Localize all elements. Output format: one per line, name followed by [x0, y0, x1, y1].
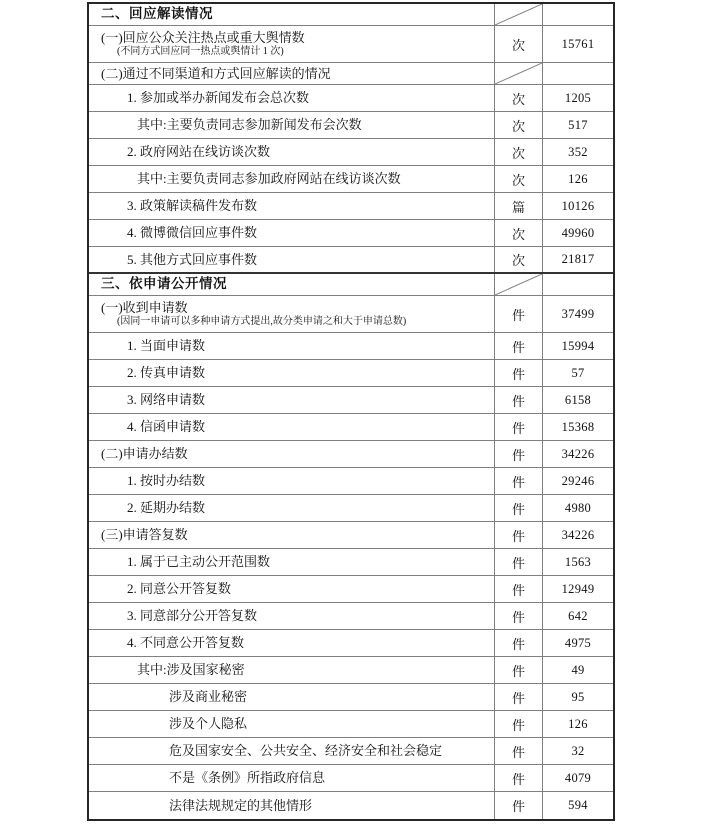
row-label-cell — [89, 603, 495, 629]
value-cell: 4079 — [564, 770, 592, 785]
unit-cell: 件 — [495, 333, 543, 359]
row-label-note: (不同方式回应同一热点或舆情计 1 次) — [117, 46, 284, 58]
unit-cell: 件 — [495, 684, 543, 710]
diagonal-slash-icon — [495, 63, 542, 84]
table-row — [89, 85, 613, 112]
table-row — [89, 711, 613, 738]
value-cell: 34226 — [561, 527, 595, 542]
row-label: (一)收到申请数 — [101, 299, 188, 315]
row-label-cell — [89, 63, 495, 84]
unit-cell: 件 — [495, 296, 543, 332]
unit-cell: 次 — [495, 26, 543, 62]
table-row — [89, 576, 613, 603]
value-cell: 1205 — [564, 90, 592, 105]
table-row — [89, 387, 613, 414]
row-label: 2. 传真申请数 — [127, 365, 206, 381]
row-label-cell — [89, 468, 495, 494]
row-label: (一)回应公众关注热点或重大舆情数 — [101, 29, 305, 45]
unit-cell — [495, 274, 543, 295]
value-cell: 126 — [568, 716, 588, 731]
row-label-cell — [89, 441, 495, 467]
row-label-cell — [89, 247, 495, 272]
value-cell: 37499 — [561, 306, 595, 321]
row-label-cell — [89, 360, 495, 386]
row-label: (三)申请答复数 — [101, 527, 188, 543]
table-row — [89, 112, 613, 139]
row-label: 3. 同意部分公开答复数 — [127, 608, 258, 624]
table-row — [89, 296, 613, 333]
value-cell: 29246 — [561, 473, 595, 488]
value-cell: 32 — [571, 743, 585, 758]
row-label: 1. 当面申请数 — [127, 338, 206, 354]
unit-cell: 件 — [495, 522, 543, 548]
unit-cell: 件 — [495, 414, 543, 440]
table-row — [89, 684, 613, 711]
table-row — [89, 765, 613, 792]
unit-cell: 件 — [495, 495, 543, 521]
row-label: (二)申请办结数 — [101, 446, 188, 462]
value-cell: 15368 — [561, 419, 595, 434]
unit-cell: 件 — [495, 603, 543, 629]
row-label: 1. 按时办结数 — [127, 473, 206, 489]
row-label-cell — [89, 792, 495, 819]
value-cell — [543, 63, 613, 84]
section-title: 二、回应解读情况 — [101, 6, 213, 22]
row-label-cell — [89, 139, 495, 165]
diagonal-slash-icon — [495, 274, 542, 295]
value-cell: 352 — [568, 144, 588, 159]
row-label: 3. 政策解读稿件发布数 — [127, 198, 258, 214]
row-label: 2. 延期办结数 — [127, 500, 206, 516]
unit-cell: 次 — [495, 247, 543, 272]
table-row — [89, 139, 613, 166]
value-cell: 95 — [571, 689, 585, 704]
unit-cell: 次 — [495, 85, 543, 111]
unit-cell: 件 — [495, 549, 543, 575]
row-label-cell — [89, 711, 495, 737]
row-label-cell — [89, 765, 495, 791]
table-row — [89, 220, 613, 247]
unit-cell: 件 — [495, 630, 543, 656]
row-label-cell — [89, 166, 495, 192]
table-row — [89, 274, 613, 296]
value-cell: 594 — [568, 798, 588, 812]
table-row — [89, 603, 613, 630]
row-label: 危及国家安全、公共安全、经济安全和社会稳定 — [169, 743, 443, 759]
row-label-cell — [89, 26, 495, 62]
table-row — [89, 468, 613, 495]
row-label-cell — [89, 576, 495, 602]
row-label-cell — [89, 112, 495, 138]
row-label: 1. 属于已主动公开范围数 — [127, 554, 271, 570]
value-cell: 1563 — [564, 554, 592, 569]
table-row — [89, 193, 613, 220]
row-label: 其中:涉及国家秘密 — [137, 662, 245, 678]
table-row — [89, 792, 613, 819]
value-cell — [543, 274, 613, 295]
row-label: 其中:主要负责同志参加新闻发布会次数 — [137, 117, 362, 133]
table-row — [89, 414, 613, 441]
row-label-cell — [89, 630, 495, 656]
value-cell: 126 — [568, 171, 588, 186]
row-label: 涉及个人隐私 — [169, 716, 248, 732]
value-cell: 15994 — [561, 338, 595, 353]
row-label-note: (因同一申请可以多种申请方式提出,故分类申请之和大于申请总数) — [117, 316, 407, 328]
table-row — [89, 166, 613, 193]
row-label-cell — [89, 684, 495, 710]
value-cell: 12949 — [561, 581, 595, 596]
value-cell: 10126 — [561, 198, 595, 213]
row-label: 4. 不同意公开答复数 — [127, 635, 245, 651]
row-label: 1. 参加或举办新闻发布会总次数 — [127, 90, 310, 106]
table-row — [89, 630, 613, 657]
table-row — [89, 63, 613, 85]
row-label: 法律法规规定的其他情形 — [169, 797, 313, 813]
row-label-cell — [89, 738, 495, 764]
unit-cell: 次 — [495, 220, 543, 246]
row-label: 4. 信函申请数 — [127, 419, 206, 435]
row-label-cell — [89, 193, 495, 219]
unit-cell: 件 — [495, 441, 543, 467]
table-row — [89, 247, 613, 274]
unit-cell: 件 — [495, 576, 543, 602]
row-label-cell — [89, 495, 495, 521]
table-row — [89, 495, 613, 522]
unit-cell: 件 — [495, 360, 543, 386]
row-label-cell — [89, 85, 495, 111]
unit-cell: 件 — [495, 468, 543, 494]
table-row — [89, 657, 613, 684]
row-label-cell — [89, 220, 495, 246]
value-cell: 4980 — [564, 500, 592, 515]
unit-cell: 件 — [495, 792, 543, 819]
value-cell: 49960 — [561, 225, 595, 240]
unit-cell: 件 — [495, 765, 543, 791]
unit-cell — [495, 63, 543, 84]
unit-cell — [495, 4, 543, 25]
value-cell: 517 — [568, 117, 588, 132]
table-row — [89, 26, 613, 63]
row-label-cell — [89, 296, 495, 332]
value-cell: 57 — [571, 365, 585, 380]
row-label: 2. 政府网站在线访谈次数 — [127, 144, 271, 160]
table-row — [89, 441, 613, 468]
unit-cell: 件 — [495, 657, 543, 683]
table-row — [89, 333, 613, 360]
report-table — [87, 2, 615, 821]
table-row — [89, 522, 613, 549]
value-cell — [543, 4, 613, 25]
value-cell: 15761 — [561, 36, 595, 51]
unit-cell: 件 — [495, 738, 543, 764]
row-label: 其中:主要负责同志参加政府网站在线访谈次数 — [137, 171, 401, 187]
unit-cell: 篇 — [495, 193, 543, 219]
row-label-cell — [89, 387, 495, 413]
value-cell: 6158 — [564, 392, 592, 407]
row-label: 3. 网络申请数 — [127, 392, 206, 408]
value-cell: 21817 — [561, 252, 595, 266]
row-label: 2. 同意公开答复数 — [127, 581, 232, 597]
unit-cell: 次 — [495, 139, 543, 165]
unit-cell: 件 — [495, 711, 543, 737]
row-label: (二)通过不同渠道和方式回应解读的情况 — [101, 65, 331, 81]
row-label: 5. 其他方式回应事件数 — [127, 251, 258, 267]
row-label-cell — [89, 522, 495, 548]
diagonal-slash-icon — [495, 4, 542, 25]
table-row — [89, 4, 613, 26]
row-label-cell — [89, 414, 495, 440]
value-cell: 49 — [571, 662, 585, 677]
row-label-cell — [89, 657, 495, 683]
row-label-cell — [89, 4, 495, 25]
value-cell: 4975 — [564, 635, 592, 650]
row-label: 涉及商业秘密 — [169, 689, 248, 705]
row-label: 4. 微博微信回应事件数 — [127, 225, 258, 241]
unit-cell: 件 — [495, 387, 543, 413]
unit-cell: 次 — [495, 112, 543, 138]
value-cell: 642 — [568, 608, 588, 623]
section-title: 三、依申请公开情况 — [101, 276, 227, 292]
row-label-cell — [89, 549, 495, 575]
row-label-cell — [89, 333, 495, 359]
unit-cell: 次 — [495, 166, 543, 192]
row-label: 不是《条例》所指政府信息 — [169, 770, 326, 786]
row-label-cell — [89, 274, 495, 295]
table-row — [89, 360, 613, 387]
table-row — [89, 549, 613, 576]
table-row — [89, 738, 613, 765]
value-cell: 34226 — [561, 446, 595, 461]
